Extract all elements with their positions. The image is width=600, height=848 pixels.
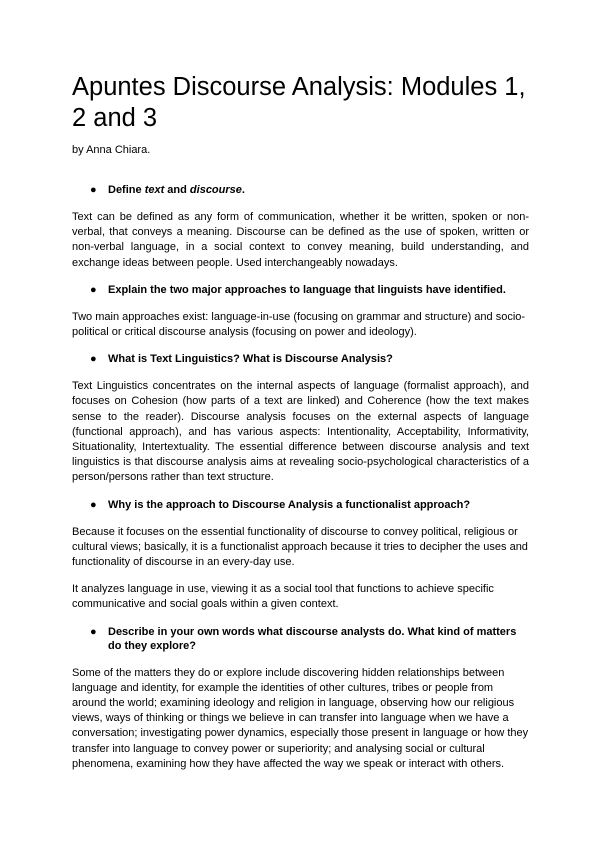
answer-paragraph: Because it focuses on the essential functionality of discourse to convey political, religious or cultural views; basically, it is a functionalist approach because it tries to decipher the uses and functionality of discourse in an every-day use. [72, 525, 528, 569]
question-define-text-discourse: ● Define text and discourse. [90, 184, 245, 196]
bullet-icon: ● [90, 353, 97, 366]
answer-paragraph: Text Linguistics concentrates on the internal aspects of language (formalist approach), and focuses on Cohesion (how parts of a text are linked) and Coherence (how the text makes sense to the reader). Discourse analysis focuses on the external aspects of language (functional approach), and has various aspects: Intentionality, Acceptability, Informativity, Situationality, Intertextuality. The essential difference between discourse analysis and text linguistics is that discourse analysis aims at revealing socio-psychological characteristics of a person/persons rather than text structure. [72, 380, 529, 484]
question-discourse-analysts: ● Describe in your own words what discourse analysts do. What kind of matters do they explore? [90, 625, 517, 652]
document-title: Apuntes Discourse Analysis: Modules 1, 2 and 3 [72, 73, 526, 132]
question-two-approaches: ● Explain the two major approaches to language that linguists have identified. [90, 283, 506, 296]
answer-paragraph: It analyzes language in use, viewing it as a social tool that functions to achieve specific communicative and social goals within a given context. [72, 583, 494, 611]
bullet-icon: ● [90, 184, 97, 196]
answer-paragraph: Some of the matters they do or explore include discovering hidden relationships between language and identity, for example the identities of other cultures, tribes or people from around the world; examining ideology and religion in language, observing how our religious views, ways of thinking or things we believe in can transfer into language when we have a conversation; investigating power dynamics, especially those present in language or how they transfer into language to convey power or superiority; and analysing social or cultural phenomena, examining how they have affected the way we speak or interact with others. [72, 666, 529, 770]
author-byline: by Anna Chiara. [72, 144, 151, 156]
bullet-icon: ● [90, 283, 97, 296]
question-functionalist-approach: ● Why is the approach to Discourse Analysis a functionalist approach? [90, 498, 471, 511]
answer-paragraph: Two main approaches exist: language-in-use (focusing on grammar and structure) and socio-political or critical discourse analysis (focusing on power and ideology). [72, 310, 526, 339]
bullet-icon: ● [90, 625, 97, 638]
answer-paragraph: Text can be defined as any form of communication, whether it be written, spoken or non-verbal, that conveys a meaning. Discourse can be defined as the use of spoken, written or non-verbal language, in a social context to convey meaning, build understanding, and exchange ideas between people. Used interchangeably nowadays. [72, 211, 529, 269]
question-text-linguistics: ● What is Text Linguistics? What is Discourse Analysis? [90, 353, 393, 366]
bullet-icon: ● [90, 498, 97, 511]
